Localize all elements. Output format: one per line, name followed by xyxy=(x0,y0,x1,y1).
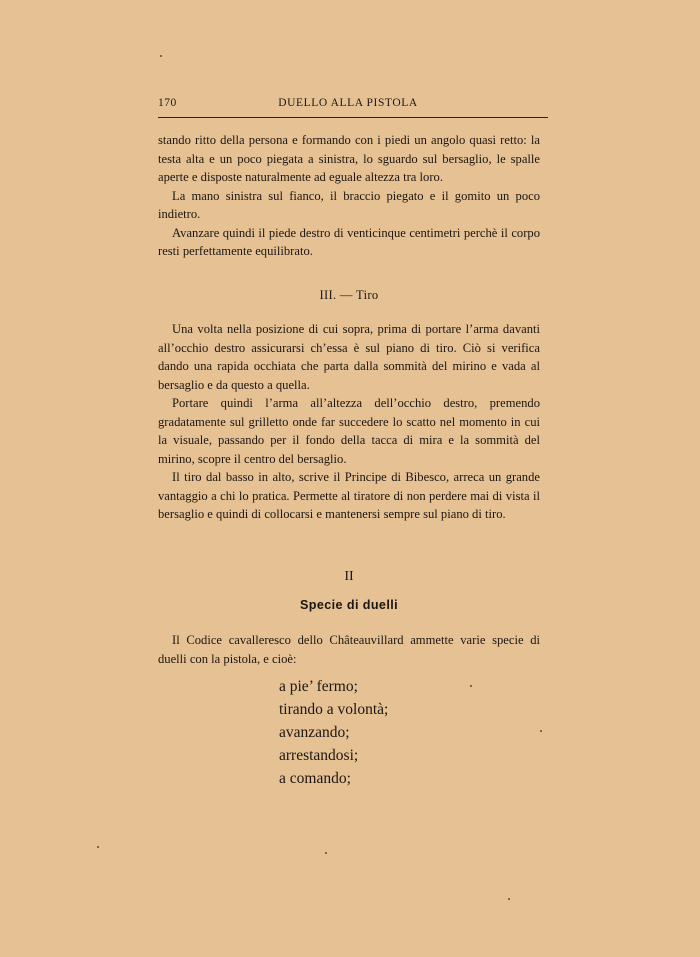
duel-types-list xyxy=(279,675,388,790)
paragraph: Portare quindi l’arma all’altezza dell’occhio destro, premendo gradatamente sul grilletto onde far succedere lo scatto nel momento in cui la visuale, passando per il fondo della tacca di mira e la sommità del mirino, scopre il centro del bersaglio. xyxy=(158,396,540,466)
paper-speck xyxy=(325,852,327,854)
list-item: arrestandosi; xyxy=(279,747,359,764)
paper-speck xyxy=(160,55,162,57)
page-number: 170 xyxy=(158,97,177,109)
paragraph: Il tiro dal basso in alto, scrive il Principe di Bibesco, arreca un grande vantaggio a chi lo pratica. Permette al tiratore di non perdere mai di vista il bersaglio e quindi di collocarsi e mantenersi sempre sul piano di tiro. xyxy=(158,470,540,521)
list-item: avanzando; xyxy=(279,724,350,741)
paragraph: Una volta nella posizione di cui sopra, prima di portare l’arma davanti all’occhio destro assicurarsi ch’essa è sul piano di tiro. Ciò si verifica dando una rapida occhiata che parta dalla sommità del mirino e vada al bersaglio e da questo a quella. xyxy=(158,322,540,392)
paragraph: stando ritto della persona e formando con i piedi un angolo quasi retto: la testa alta e un poco piegata a sinistra, lo sguardo sul bersaglio, le spalle aperte e disposte naturalmente ad eguale altezza tra loro. xyxy=(158,133,540,184)
paragraph: Avanzare quindi il piede destro di venticinque centimetri perchè il corpo resti perfettamente equilibrato. xyxy=(158,225,540,258)
tiro-text xyxy=(158,320,540,524)
intro-text xyxy=(158,131,540,261)
paragraph: La mano sinistra sul fianco, il braccio piegato e il gomito un poco indietro. xyxy=(158,188,540,221)
list-item: a comando; xyxy=(279,770,351,787)
paper-speck xyxy=(470,685,472,687)
list-item: a pie’ fermo; xyxy=(279,678,358,695)
chapter-title: Specie di duelli xyxy=(299,598,399,612)
section2-text xyxy=(158,631,540,668)
section-heading-tiro: III. — Tiro xyxy=(319,288,379,302)
page-header xyxy=(158,97,548,113)
paper-speck xyxy=(97,846,99,848)
chapter-numeral: II xyxy=(344,569,354,584)
paragraph: Il Codice cavalleresco dello Châteauvillard ammette varie specie di duelli con la pistola, e cioè: xyxy=(158,633,540,666)
running-head: DUELLO ALLA PISTOLA xyxy=(278,97,418,109)
paper-speck xyxy=(540,730,542,732)
header-rule xyxy=(158,117,548,118)
list-item: tirando a volontà; xyxy=(279,701,389,718)
paper-speck xyxy=(508,898,510,900)
